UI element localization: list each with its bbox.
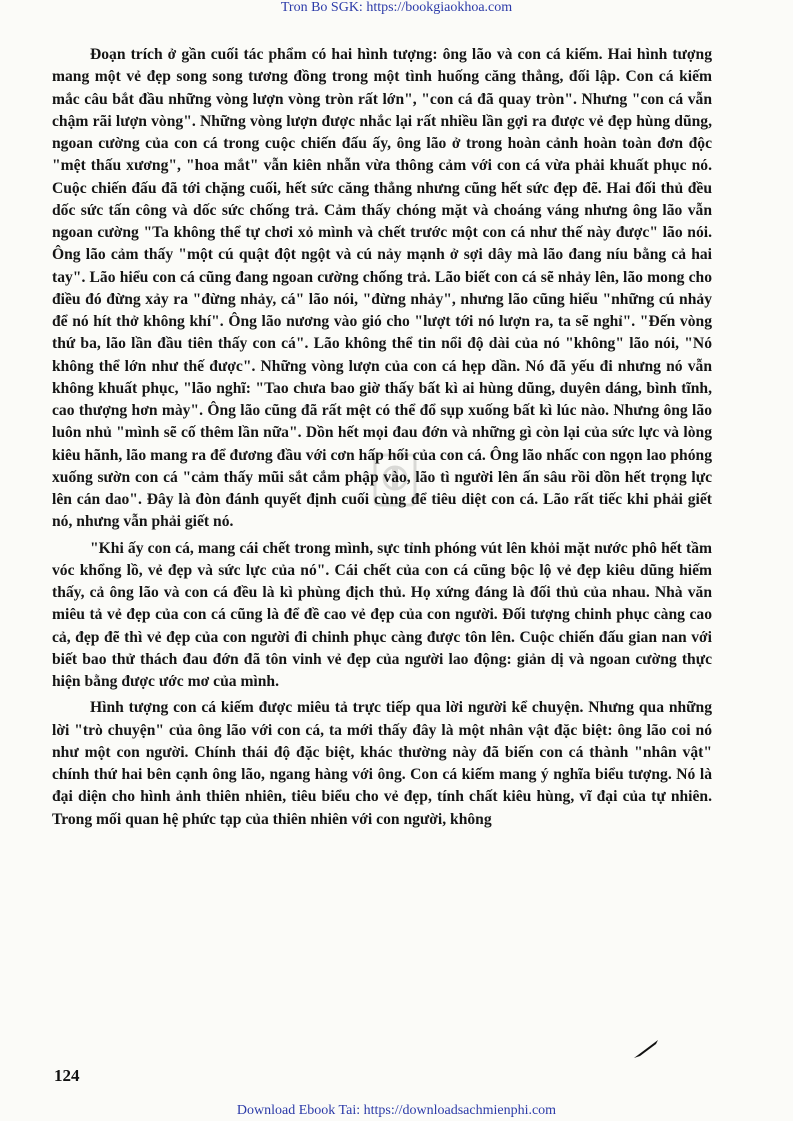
paragraph-3: Hình tượng con cá kiếm được miêu tả trực tiếp qua lời người kể chuyện. Nhưng qua những lời "trò chuyện" của ông lão với con cá, ta mới thấy đây là một nhân vật đặc biệt: ông lão coi nó như một con người. Chính thái độ đặc biệt, khác thường này đã biến con cá thành "nhân vật" chính thứ hai bên cạnh ông lão, ngang hàng với ông. Con cá kiếm mang ý nghĩa biểu tượng. Nó là đại diện cho hình ảnh thiên nhiên, tiêu biểu cho vẻ đẹp, tính chất kiêu hùng, vĩ đại của tự nhiên. Trong mối quan hệ phức tạp của thiên nhiên với con người, không [52,699,712,828]
main-text [52,44,712,831]
paragraph-2: "Khi ấy con cá, mang cái chết trong mình, sực tỉnh phóng vút lên khỏi mặt nước phô hết tầm vóc khổng lồ, vẻ đẹp và sức lực của nó". Cái chết của con cá cũng bộc lộ vẻ đẹp kiêu dũng hiếm thấy, cả ông lão và con cá đều là kì phùng địch thủ. Họ xứng đáng là đối thủ của nhau. Nhà văn miêu tả vẻ đẹp của con cá cũng là để đề cao vẻ đẹp của con người. Đối tượng chinh phục càng cao cả, đẹp đẽ thì vẻ đẹp của con người đi chinh phục càng được tôn lên. Cuộc chiến đấu gian nan với biết bao thử thách đau đớn đã tôn vinh vẻ đẹp của người lao động: giản dị và ngoan cường thực hiện bằng được ước mơ của mình. [52,539,712,690]
header-download-link[interactable]: Tron Bo SGK: https://bookgiaokhoa.com [280,0,513,15]
paragraph-1: Đoạn trích ở gần cuối tác phẩm có hai hình tượng: ông lão và con cá kiếm. Hai hình tượng mang một vẻ đẹp song song tương đồng trong một tình huống căng thẳng, đối lập. Con cá kiếm mắc câu bắt đầu những vòng lượn vòng tròn rất lớn", "con cá đã quay tròn". Nhưng "con cá vẫn chậm rãi lượn vòng". Những vòng lượn được nhắc lại rất nhiều lần gợi ra được vẻ đẹp hùng dũng, ngoan cường của con cá trong cuộc chiến đấu ấy, ông lão ở trong hoàn cảnh hoàn toàn đơn độc "mệt thấu xương", "hoa mắt" vẫn kiên nhẫn vừa thông cảm với con cá vừa phải khuất phục nó. Cuộc chiến đấu đã tới chặng cuối, hết sức căng thẳng nhưng cũng hết sức đẹp đẽ. Hai đối thủ đều dốc sức tấn công và dốc sức chống trả. Cảm thấy chóng mặt và choáng váng nhưng ông lão vẫn ngoan cường "Ta không thể tự chơi xỏ mình và chết trước một con cá như thế này được" lão nói. Ông lão cảm thấy "một cú quật đột ngột và cú nảy mạnh ở sợi dây mà lão đang níu bằng cả hai tay". Lão hiểu con cá cũng đang ngoan cường chống trả. Lão biết con cá sẽ nhảy lên, lão mong cho điều đó đừng xảy ra "đừng nhảy, cá" lão nói, "đừng nhảy", nhưng lão cũng hiểu "những cú nhảy để nó hít thở không khí". Ông lão nương vào gió cho "lượt tới nó lượn ra, ta sẽ nghỉ". "Đến vòng thứ ba, lão lần đầu tiên thấy con cá". Lão không thể tin nổi độ dài của nó "không" lão nói, "Nó không thể lớn như thế được". Những vòng lượn của con cá hẹp dần. Nó đã yếu đi nhưng nó vẫn không khuất phục, "lão nghĩ: "Tao chưa bao giờ thấy bất kì ai hùng dũng, duyên dáng, bình tĩnh, cao thượng hơn mày". Ông lão cũng đã rất mệt có thể đổ sụp xuống bất kì lúc nào. Nhưng ông lão luôn nhủ "mình sẽ cố thêm lần nữa". Dồn hết mọi đau đớn và những gì còn lại của sức lực và lòng kiêu hãnh, lão mang ra để đương đầu với cơn hấp hối của con cá. Ông lão nhấc con ngọn lao phóng xuống sườn con cá "cảm thấy mũi sắt cắm phập vào, lão tì người lên ấn sâu rồi dồn hết trọng lực lên cán dao". Đây là đòn đánh quyết định cuối cùng để tiêu diệt con cá. Lão rất tiếc khi phải giết nó, nhưng vẫn phải giết nó. [52,46,712,531]
footer-download-link[interactable]: Download Ebook Tai: https://downloadsachmienphi.com [236,1103,557,1118]
page-number: 124 [54,1066,80,1085]
ink-mark-icon [632,1038,660,1060]
